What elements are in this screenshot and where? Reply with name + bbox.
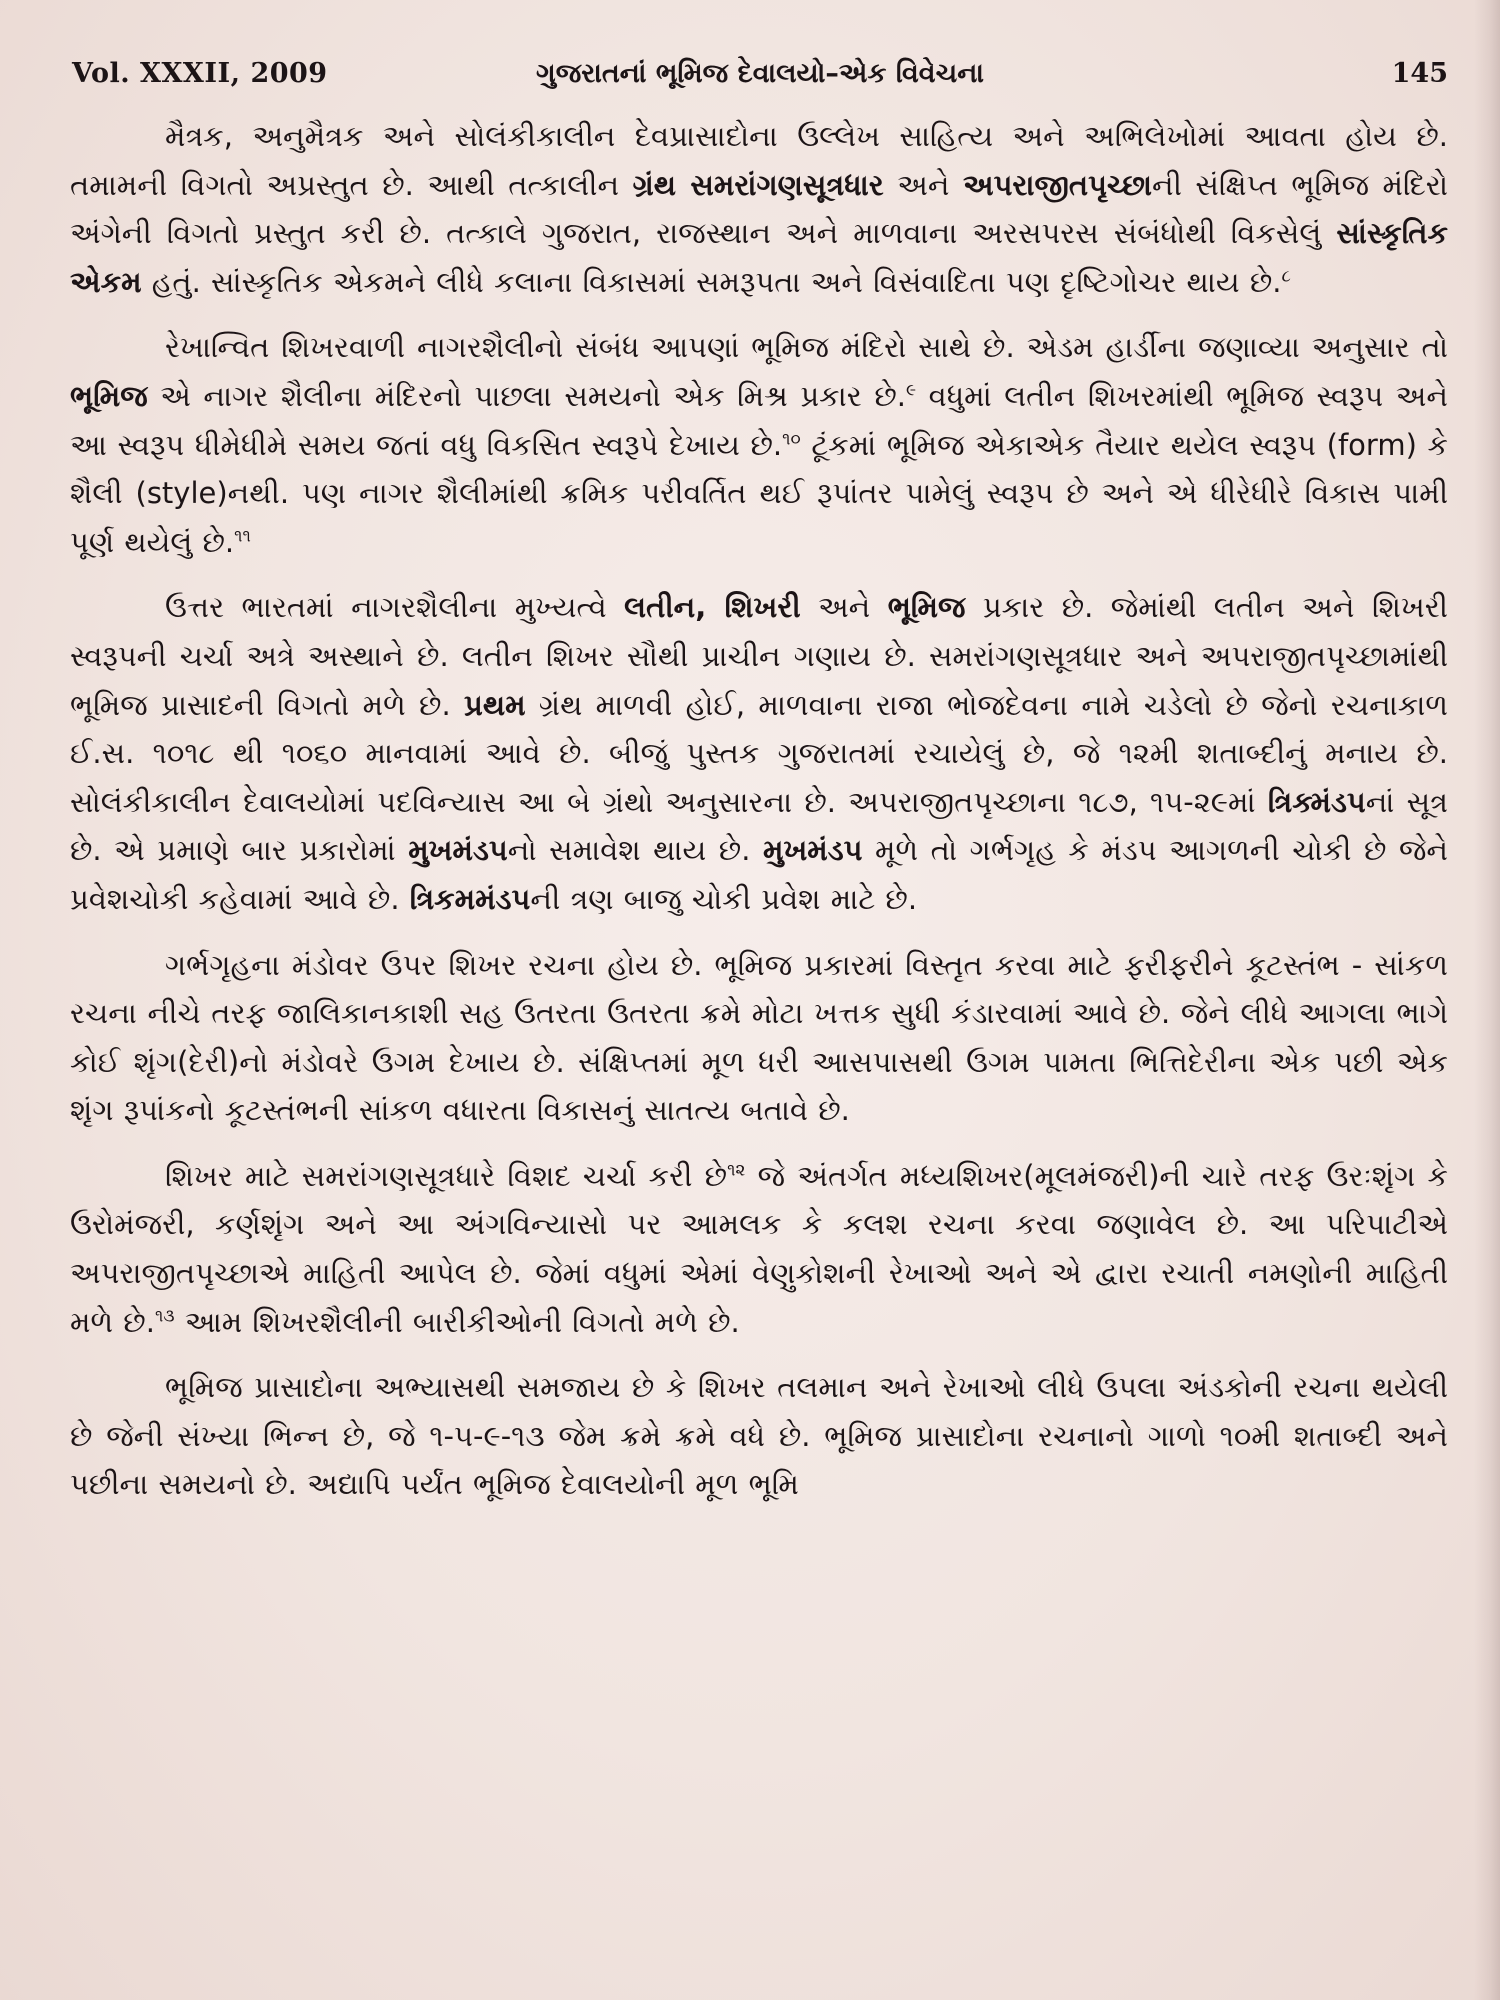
bold-term: ભૂમિજ <box>70 378 148 413</box>
footnote-marker: ૯ <box>905 380 917 401</box>
bold-term: મુખમંડપ <box>408 833 508 868</box>
running-head <box>72 52 1448 102</box>
text-run: આમ શિખરશૈલીની બારીકીઓની વિગતો મળે છે. <box>174 1304 740 1339</box>
paragraph-3 <box>70 583 1448 923</box>
bold-term: સાંસ્કૃતિક એકમ <box>70 216 1448 299</box>
footnote-marker: ૧૨ <box>727 1160 746 1181</box>
text-run: ની ત્રણ બાજુ ચોકી પ્રવેશ માટે છે. <box>530 881 918 916</box>
text-run: ઉત્તર ભારતમાં નાગરશૈલીના મુખ્યત્વે <box>165 590 625 625</box>
bold-term: ત્રિકમમંડપ <box>409 881 531 916</box>
page-number: 145 <box>1391 58 1448 89</box>
footnote-marker: ૧૧ <box>234 526 251 547</box>
text-run: ગર્ભગૃહના મંડોવર ઉપર શિખર રચના હોય છે. ભૂમિજ પ્રકારમાં વિસ્તૃત કરવા માટે ફરીફરીને કૂટસ્તંભ - સાંકળ રચના નીચે તરફ જાલિકાનકાશી સહ ઉતરતા ઉતરતા ક્રમે મોટા ખત્તક સુધી કંડારવામાં આવે છે. જેને લીધે આગલા ભાગે કોઈ શૃંગ(દેરી)નો મંડોવરે ઉગમ દેખાય છે. સંક્ષિપ્તમાં મૂળ ધરી આસપાસથી ઉગમ પામતા ભિત્તિદેરીના એક પછી એક શૃંગ રૂપાંકનો કૂટસ્તંભની સાંકળ વધારતા વિકાસનું સાતત્ય બતાવે છે. <box>70 947 1448 1128</box>
text-run: ભૂમિજ પ્રાસાદોના અભ્યાસથી સમજાય છે કે શિખર તલમાન અને રેખાઓ લીધે ઉપલા અંડકોની રચના થયેલી છે જેની સંખ્યા ભિન્ન છે, જે ૧-૫-૯-૧૩ જેમ ક્રમે ક્રમે વધે છે. ભૂમિજ પ્રાસાદોના રચનાનો ગાળો ૧૦મી શતાબ્દી અને પછીના સમયનો છે. અદ્યાપિ પર્યંત ભૂમિજ દેવાલયોની મૂળ ભૂમિ <box>70 1370 1448 1502</box>
bold-term: પ્રથમ <box>464 687 526 722</box>
text-run: વધુમાં લતીન શિખરમાંથી ભૂમિજ સ્વરૂપ અને આ સ્વરૂપ ધીમેધીમે સમય જતાં વધુ વિકસિત સ્વરૂપે દેખાય છે. <box>70 378 1448 462</box>
text-run: નાં સૂત્ર છે. એ પ્રમાણે બાર પ્રકારોમાં <box>70 784 1448 868</box>
paragraph-4 <box>70 941 1448 1135</box>
text-run: એ નાગર શૈલીના મંદિરનો પાછલા સમયનો એક મિશ્ર પ્રકાર છે. <box>147 378 906 413</box>
bold-term: લતીન, શિખરી <box>624 590 801 625</box>
text-run: મૂળે તો ગર્ભગૃહ કે મંડપ આગળની ચોકી છે જેને પ્રવેશચોકી કહેવામાં આવે છે. <box>70 833 1448 916</box>
text-run: ટૂંકમાં ભૂમિજ એકાએક તૈયાર થયેલ સ્વરૂપ (form) કે શૈલી (style)નથી. પણ નાગર શૈલીમાંથી ક્રમિક પરીવર્તિત થઈ રૂપાંતર પામેલું સ્વરૂપ છે અને એ ધીરેધીરે વિકાસ પામી પૂર્ણ થયેલું છે. <box>70 427 1448 559</box>
bold-term: ભૂમિજ <box>887 590 966 625</box>
text-run: શિખર માટે સમરાંગણસૂત્રધારે વિશદ ચર્ચા કરી છે <box>165 1158 728 1193</box>
text-run: અને <box>800 590 888 625</box>
text-run: નો સમાવેશ થાય છે. <box>507 833 763 868</box>
footnote-marker: ૮ <box>1281 266 1291 287</box>
paragraph-5 <box>70 1152 1448 1346</box>
footnote-marker: ૧૩ <box>154 1306 175 1326</box>
paragraph-6 <box>70 1363 1448 1509</box>
volume-label: Vol. XXXII, 2009 <box>72 58 328 89</box>
text-run: ગ્રંથ માળવી હોઈ, માળવાના રાજા ભોજદેવના નામે ચડેલો છે જેનો રચનાકાળ ઈ.સ. ૧૦૧૮ થી ૧૦૬૦ માનવામાં આવે છે. બીજું પુસ્તક ગુજરાતમાં રચાયેલું છે, જે ૧૨મી શતાબ્દીનું મનાય છે. સોલંકીકાલીન દેવાલયોમાં પદવિન્યાસ આ બે ગ્રંથો અનુસારના છે. અપરાજીતપૃચ્છાના ૧૮૭, ૧૫-૨૯માં <box>70 687 1448 819</box>
bold-term: ત્રિક્મંડપ <box>1267 784 1366 819</box>
bold-term: ગ્રંથ સમરાંગણસૂત્રધાર <box>632 167 884 202</box>
text-run: અને <box>883 167 963 202</box>
text-run: હતું. સાંસ્કૃતિક એકમને લીધે કલાના વિકાસમાં સમરૂપતા અને વિસંવાદિતા પણ દૃષ્ટિગોચર થાય છે. <box>141 264 1282 299</box>
text-run: પ્રકાર છે. જેમાંથી લતીન અને શિખરી સ્વરૂપની ચર્ચા અત્રે અસ્થાને છે. લતીન શિખર સૌથી પ્રાચીન ગણાય છે. સમરાંગણસૂત્રધાર અને અપરાજીતપૃચ્છામાંથી ભૂમિજ પ્રાસાદની વિગતો મળે છે. <box>70 590 1448 722</box>
paragraph-1 <box>70 112 1448 306</box>
paragraph-2 <box>70 323 1448 566</box>
text-run: મૈત્રક, અનુમૈત્રક અને સોલંકીકાલીન દેવપ્રાસાદોના ઉલ્લેખ સાહિત્ય અને અભિલેખોમાં આવતા હોય છે. તમામની વિગતો અપ્રસ્તુત છે. આથી તત્કાલીન <box>70 119 1448 202</box>
text-run: રેખાન્વિત શિખરવાળી નાગરશૈલીનો સંબંધ આપણાં ભૂમિજ મંદિરો સાથે છે. એડમ હાર્ડીના જણાવ્યા અનુસાર તો <box>165 330 1448 365</box>
text-run: ની સંક્ષિપ્ત ભૂમિજ મંદિરો અંગેની વિગતો પ્રસ્તુત કરી છે. તત્કાલે ગુજરાત, રાજસ્થાન અને માળવાના અરસપરસ સંબંધોથી વિકસેલું <box>70 167 1449 251</box>
body-text <box>70 112 1448 1526</box>
bold-term: અપરાજીતપૃચ્છા <box>962 167 1152 202</box>
bold-term: મુખમંડપ <box>762 833 863 868</box>
article-title: ગુજરાતનાં ભૂમિજ દેવાલયો–એક વિવેચના <box>536 58 984 89</box>
footnote-marker: ૧૦ <box>782 428 801 449</box>
text-run: જે અંતર્ગત મધ્યશિખર(મૂલમંજરી)ની ચારે તરફ ઉરઃશૃંગ કે ઉરોમંજરી, કર્ણશૃંગ અને આ અંગવિન્યાસો પર આમલક કે કલશ રચના કરવા જણાવેલ છે. આ પરિપાટીએ અપરાજીતપૃચ્છાએ માહિતી આપેલ છે. જેમાં વધુમાં એમાં વેણુકોશની રેખાઓ અને એ દ્વારા રચાતી નમણોની માહિતી મળે છે. <box>70 1158 1448 1339</box>
page-edge-shadow <box>1474 0 1500 2000</box>
